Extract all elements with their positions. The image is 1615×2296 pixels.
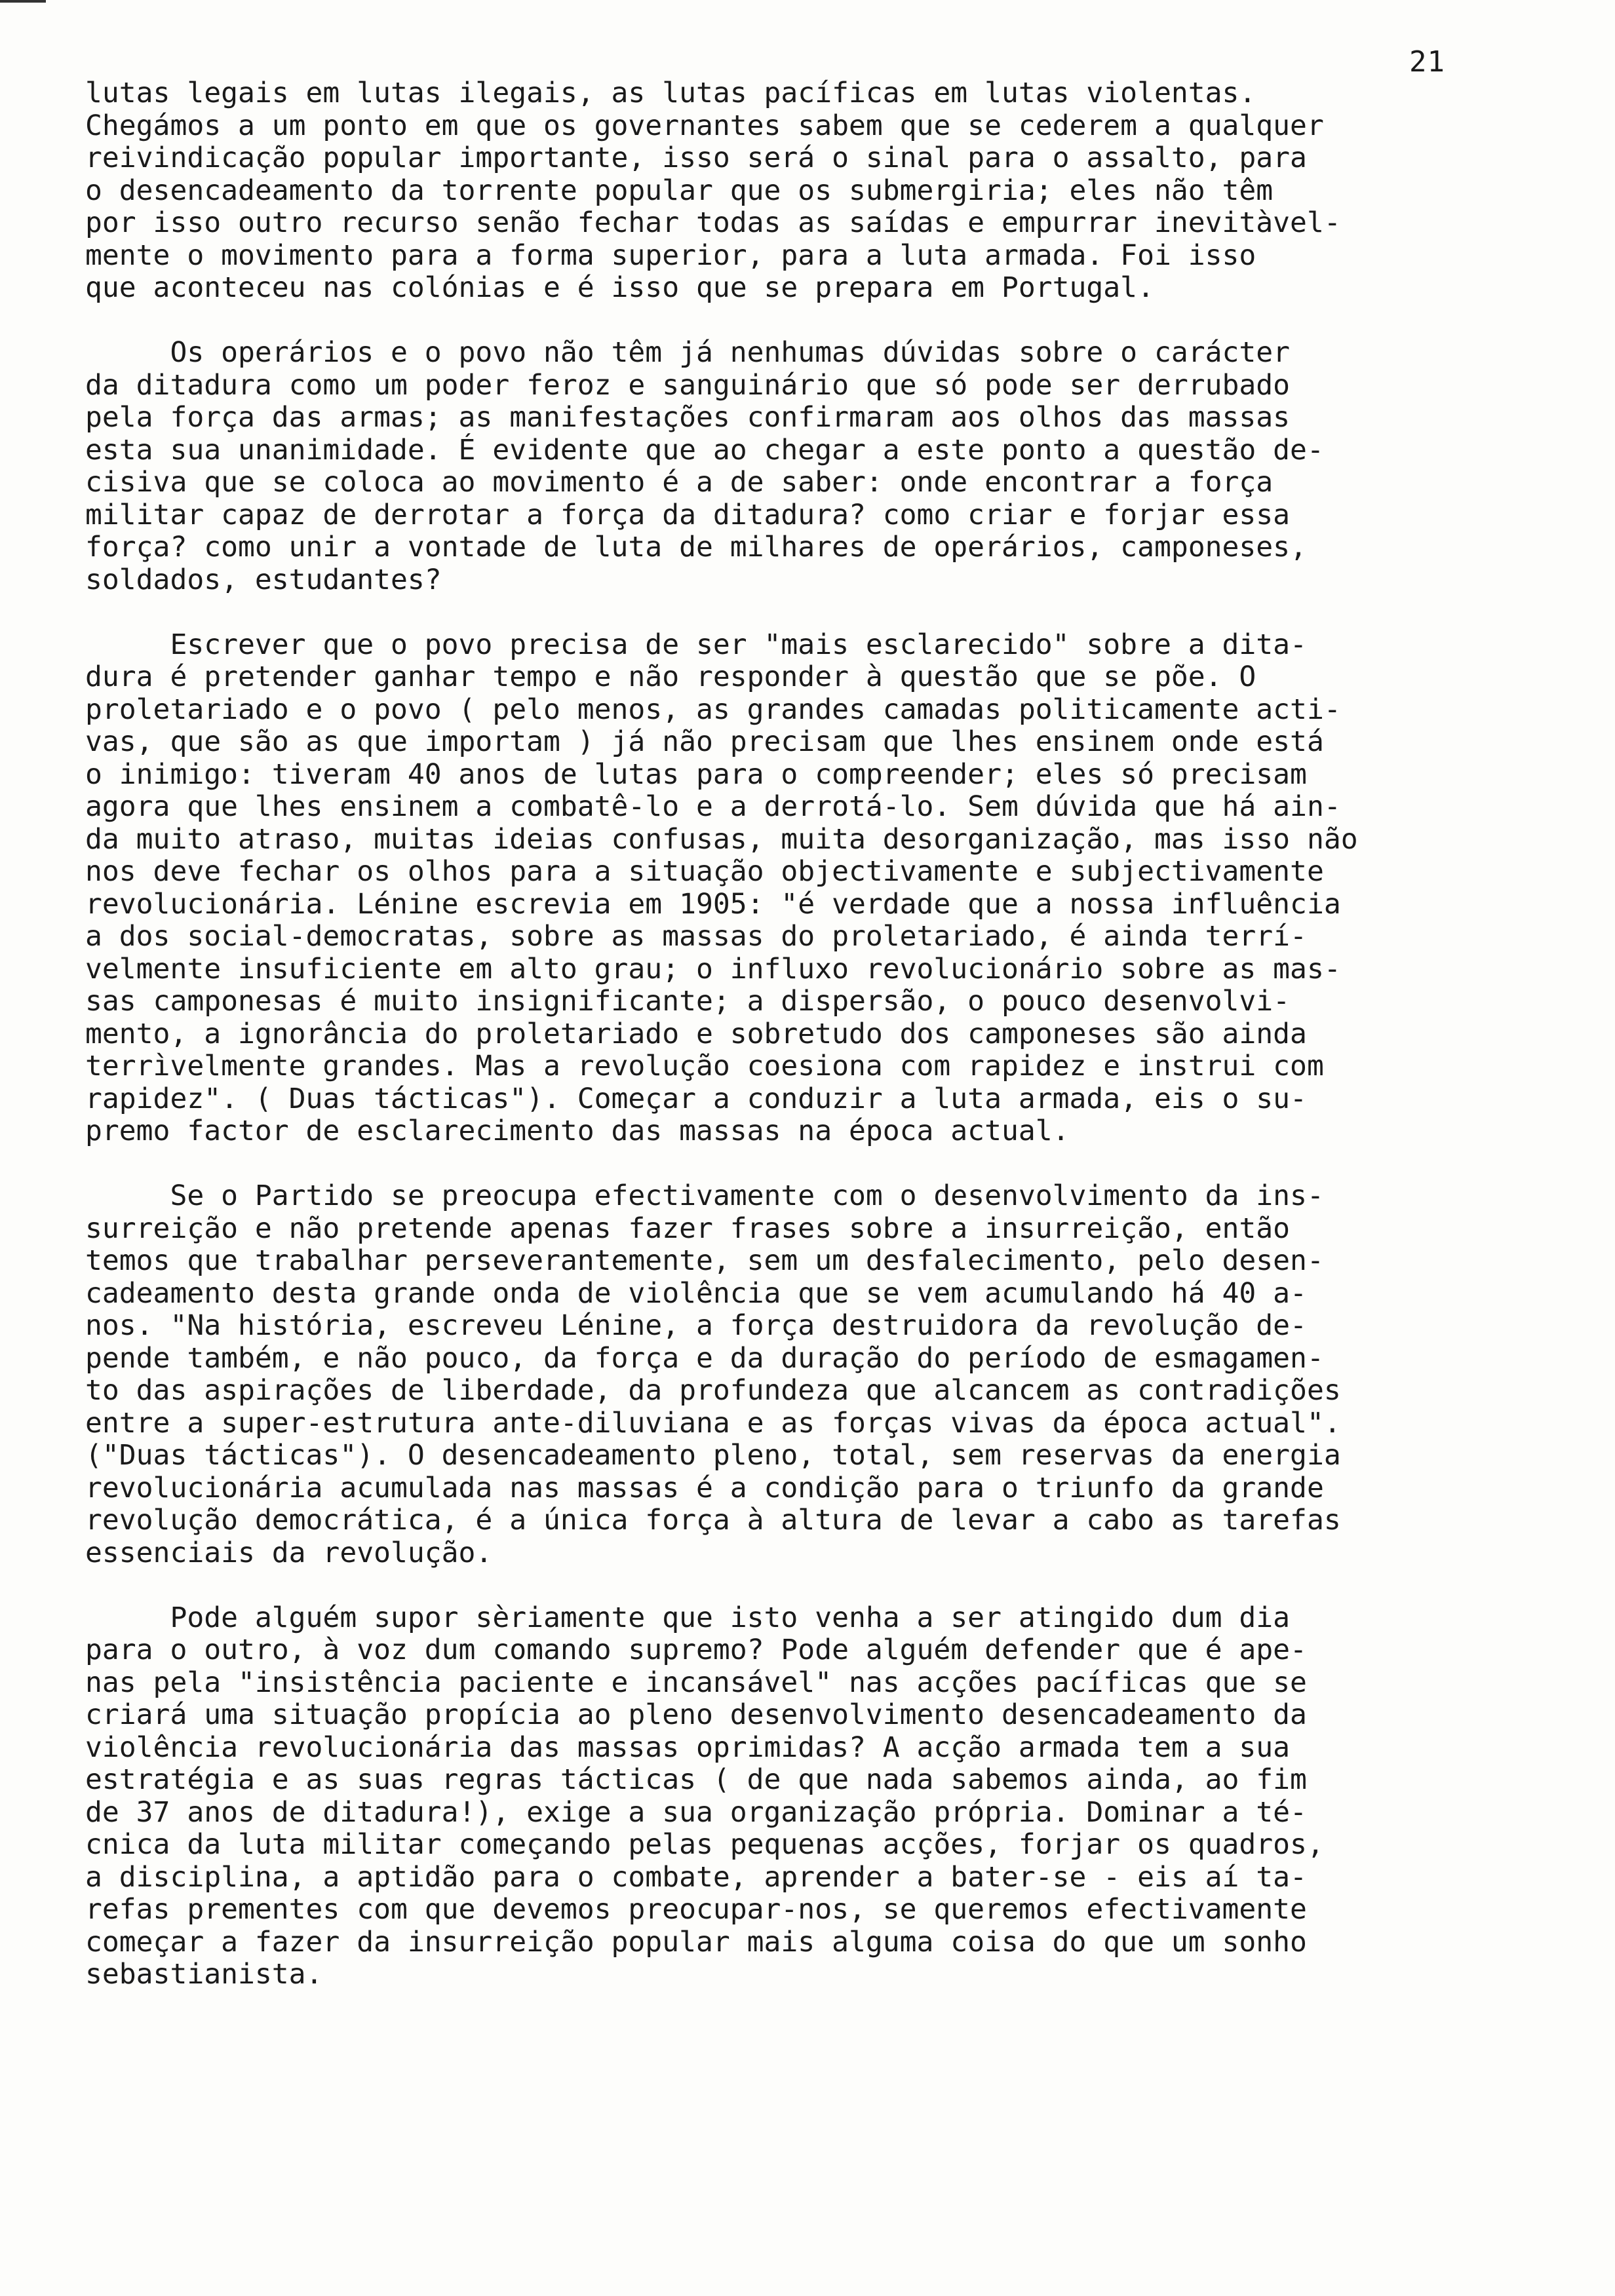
text-line: Os operários e o povo não têm já nenhumas dúvidas sobre o carácter: [85, 336, 1291, 369]
text-line: revolução democrática, é a única força à altura de levar a cabo as tarefas: [85, 1504, 1341, 1537]
text-line: começar a fazer da insurreição popular mais alguma coisa do que um sonho: [85, 1925, 1307, 1959]
text-line: por isso outro recurso senão fechar todas as saídas e empurrar inevitàvel-: [85, 206, 1341, 239]
text-line: essenciais da revolução.: [85, 1536, 493, 1569]
text-line: soldados, estudantes?: [85, 563, 442, 596]
text-line: cadeamento desta grande onda de violência que se vem acumulando há 40 a-: [85, 1276, 1307, 1310]
text-line: a dos social-democratas, sobre as massas do proletariado, é ainda terrí-: [85, 920, 1307, 953]
text-line: nos deve fechar os olhos para a situação objectivamente e subjectivamente: [85, 855, 1324, 888]
paragraph-gap: [85, 1569, 1534, 1602]
text-line: terrìvelmente grandes. Mas a revolução coesiona com rapidez e instrui com: [85, 1050, 1324, 1082]
body-text: [85, 77, 1534, 1991]
text-line: mento, a ignorância do proletariado e sobretudo dos camponeses são ainda: [85, 1017, 1307, 1050]
paragraph: [85, 337, 1534, 596]
text-line: da muito atraso, muitas ideias confusas, muita desorganização, mas isso não: [85, 822, 1358, 856]
text-line: agora que lhes ensinem a combatê-lo e a derrotá-lo. Sem dúvida que há ain-: [85, 790, 1341, 823]
text-line: a disciplina, a aptidão para o combate, aprender a bater-se - eis aí ta-: [85, 1860, 1307, 1894]
text-line: premo factor de esclarecimento das massas na época actual.: [85, 1115, 1070, 1147]
text-line: Se o Partido se preocupa efectivamente com o desenvolvimento da ins-: [85, 1179, 1324, 1212]
text-line: força? como unir a vontade de luta de milhares de operários, camponeses,: [85, 531, 1307, 564]
text-line: de 37 anos de ditadura!), exige a sua organização própria. Dominar a té-: [85, 1795, 1307, 1829]
corner-mark: [0, 0, 46, 14]
paragraph-gap: [85, 596, 1534, 629]
text-line: estratégia e as suas regras tácticas ( de que nada sabemos ainda, ao fim: [85, 1763, 1307, 1796]
text-line: para o outro, à voz dum comando supremo? Pode alguém defender que é ape-: [85, 1634, 1307, 1666]
text-line: nas pela "insistência paciente e incansável" nas acções pacíficas que se: [85, 1666, 1307, 1699]
text-line: militar capaz de derrotar a força da ditadura? como criar e forjar essa: [85, 498, 1291, 531]
text-line: velmente insuficiente em alto grau; o influxo revolucionário sobre as mas-: [85, 952, 1341, 985]
text-line: temos que trabalhar perseverantemente, sem um desfalecimento, pelo desen-: [85, 1244, 1324, 1277]
text-line: revolucionária acumulada nas massas é a condição para o triunfo da grande: [85, 1471, 1324, 1504]
text-line: da ditadura como um poder feroz e sanguinário que só pode ser derrubado: [85, 368, 1291, 402]
paragraph: [85, 77, 1534, 305]
text-line: revolucionária. Lénine escrevia em 1905: "é verdade que a nossa influência: [85, 887, 1341, 921]
text-line: dura é pretender ganhar tempo e não responder à questão que se põe. O: [85, 660, 1256, 693]
text-line: mente o movimento para a forma superior, para a luta armada. Foi isso: [85, 239, 1256, 272]
text-line: reivindicação popular importante, isso será o sinal para o assalto, para: [85, 142, 1307, 174]
text-line: refas prementes com que devemos preocupar-nos, se queremos efectivamente: [85, 1893, 1307, 1926]
text-line: que aconteceu nas colónias e é isso que se prepara em Portugal.: [85, 271, 1154, 304]
paragraph: [85, 1602, 1534, 1991]
text-line: rapidez". ( Duas tácticas"). Começar a conduzir a luta armada, eis o su-: [85, 1082, 1307, 1115]
paragraph: [85, 1180, 1534, 1569]
text-line: o inimigo: tiveram 40 anos de lutas para o compreender; eles só precisam: [85, 757, 1307, 791]
text-line: Pode alguém supor sèriamente que isto venha a ser atingido dum dia: [85, 1601, 1291, 1634]
text-line: Escrever que o povo precisa de ser "mais esclarecido" sobre a dita-: [85, 628, 1307, 661]
page-number: 21: [1409, 45, 1445, 79]
text-line: sas camponesas é muito insignificante; a dispersão, o pouco desenvolvi-: [85, 985, 1291, 1018]
paragraph-gap: [85, 1148, 1534, 1181]
text-line: surreição e não pretende apenas fazer frases sobre a insurreição, então: [85, 1212, 1291, 1245]
text-line: cisiva que se coloca ao movimento é a de saber: onde encontrar a força: [85, 466, 1274, 499]
text-line: sebastianista.: [85, 1958, 323, 1991]
text-line: lutas legais em lutas ilegais, as lutas pacíficas em lutas violentas.: [85, 77, 1256, 109]
paragraph: [85, 629, 1534, 1148]
text-line: pela força das armas; as manifestações confirmaram aos olhos das massas: [85, 401, 1291, 434]
text-line: violência revolucionária das massas oprimidas? A acção armada tem a sua: [85, 1731, 1291, 1764]
text-line: to das aspirações de liberdade, da profundeza que alcancem as contradições: [85, 1374, 1341, 1407]
paragraph-gap: [85, 305, 1534, 337]
text-line: entre a super-estrutura ante-diluviana e as forças vivas da época actual".: [85, 1406, 1341, 1440]
text-line: o desencadeamento da torrente popular que os submergiria; eles não têm: [85, 174, 1274, 207]
text-line: ("Duas tácticas"). O desencadeamento pleno, total, sem reservas da energia: [85, 1439, 1341, 1472]
text-line: criará uma situação propícia ao pleno desenvolvimento desencadeamento da: [85, 1698, 1307, 1731]
text-line: vas, que são as que importam ) já não precisam que lhes ensinem onde está: [85, 725, 1324, 758]
text-line: cnica da luta militar começando pelas pequenas acções, forjar os quadros,: [85, 1828, 1324, 1861]
text-line: Chegámos a um ponto em que os governantes sabem que se cederem a qualquer: [85, 109, 1324, 142]
text-line: esta sua unanimidade. É evidente que ao chegar a este ponto a questão de-: [85, 433, 1324, 467]
text-line: pende também, e não pouco, da força e da duração do período de esmagamen-: [85, 1341, 1324, 1375]
text-line: proletariado e o povo ( pelo menos, as grandes camadas politicamente acti-: [85, 693, 1341, 726]
text-line: nos. "Na história, escreveu Lénine, a força destruidora da revolução de-: [85, 1309, 1307, 1342]
